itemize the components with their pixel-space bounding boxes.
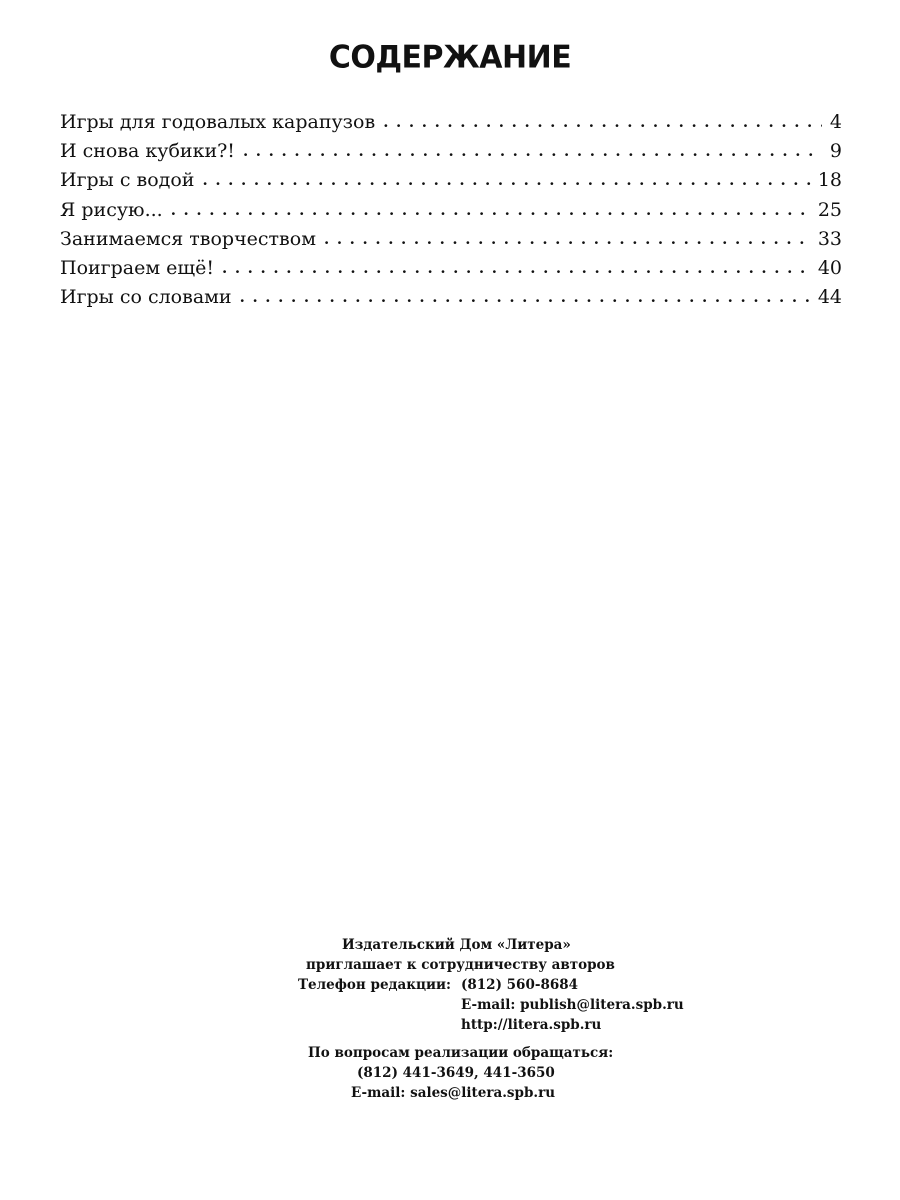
toc-entry-page: 33: [817, 227, 842, 250]
toc-entry-label: Игры с водой: [60, 169, 195, 192]
toc-entry-label: Поиграем ещё!: [60, 256, 214, 279]
toc-entry-label: Игры со словами: [60, 286, 232, 309]
toc-entry-page: 18: [817, 169, 842, 192]
toc-entry-page: 44: [817, 286, 842, 309]
toc-entry-label: И снова кубики?!: [60, 140, 235, 163]
toc-entry-page: 25: [817, 198, 842, 221]
publisher-url: http://litera.spb.ru: [461, 1017, 602, 1033]
page-title: СОДЕРЖАНИЕ: [328, 39, 572, 76]
toc-entry-label: Я рисую...: [60, 198, 163, 221]
editorial-phone: (812) 560-8684: [461, 977, 579, 993]
toc-entry-label: Игры для годовалых карапузов: [60, 111, 376, 133]
editorial-phone-label: Телефон редакции:: [298, 977, 452, 993]
toc-entry-page: 4: [829, 111, 842, 133]
editorial-email: E-mail: publish@litera.spb.ru: [461, 997, 684, 1013]
sales-heading: По вопросам реализации обращаться:: [308, 1045, 614, 1061]
toc-entry-label: Занимаемся творчеством: [60, 227, 316, 250]
sales-phones: (812) 441-3649, 441-3650: [357, 1065, 555, 1081]
publisher-name: Издательский Дом «Литера»: [342, 937, 571, 953]
author-invitation: приглашает к сотрудничеству авторов: [306, 957, 615, 973]
toc-entry-page: 40: [817, 256, 842, 279]
toc-entry-page: 9: [829, 140, 842, 163]
sales-email: E-mail: sales@litera.spb.ru: [351, 1085, 556, 1101]
